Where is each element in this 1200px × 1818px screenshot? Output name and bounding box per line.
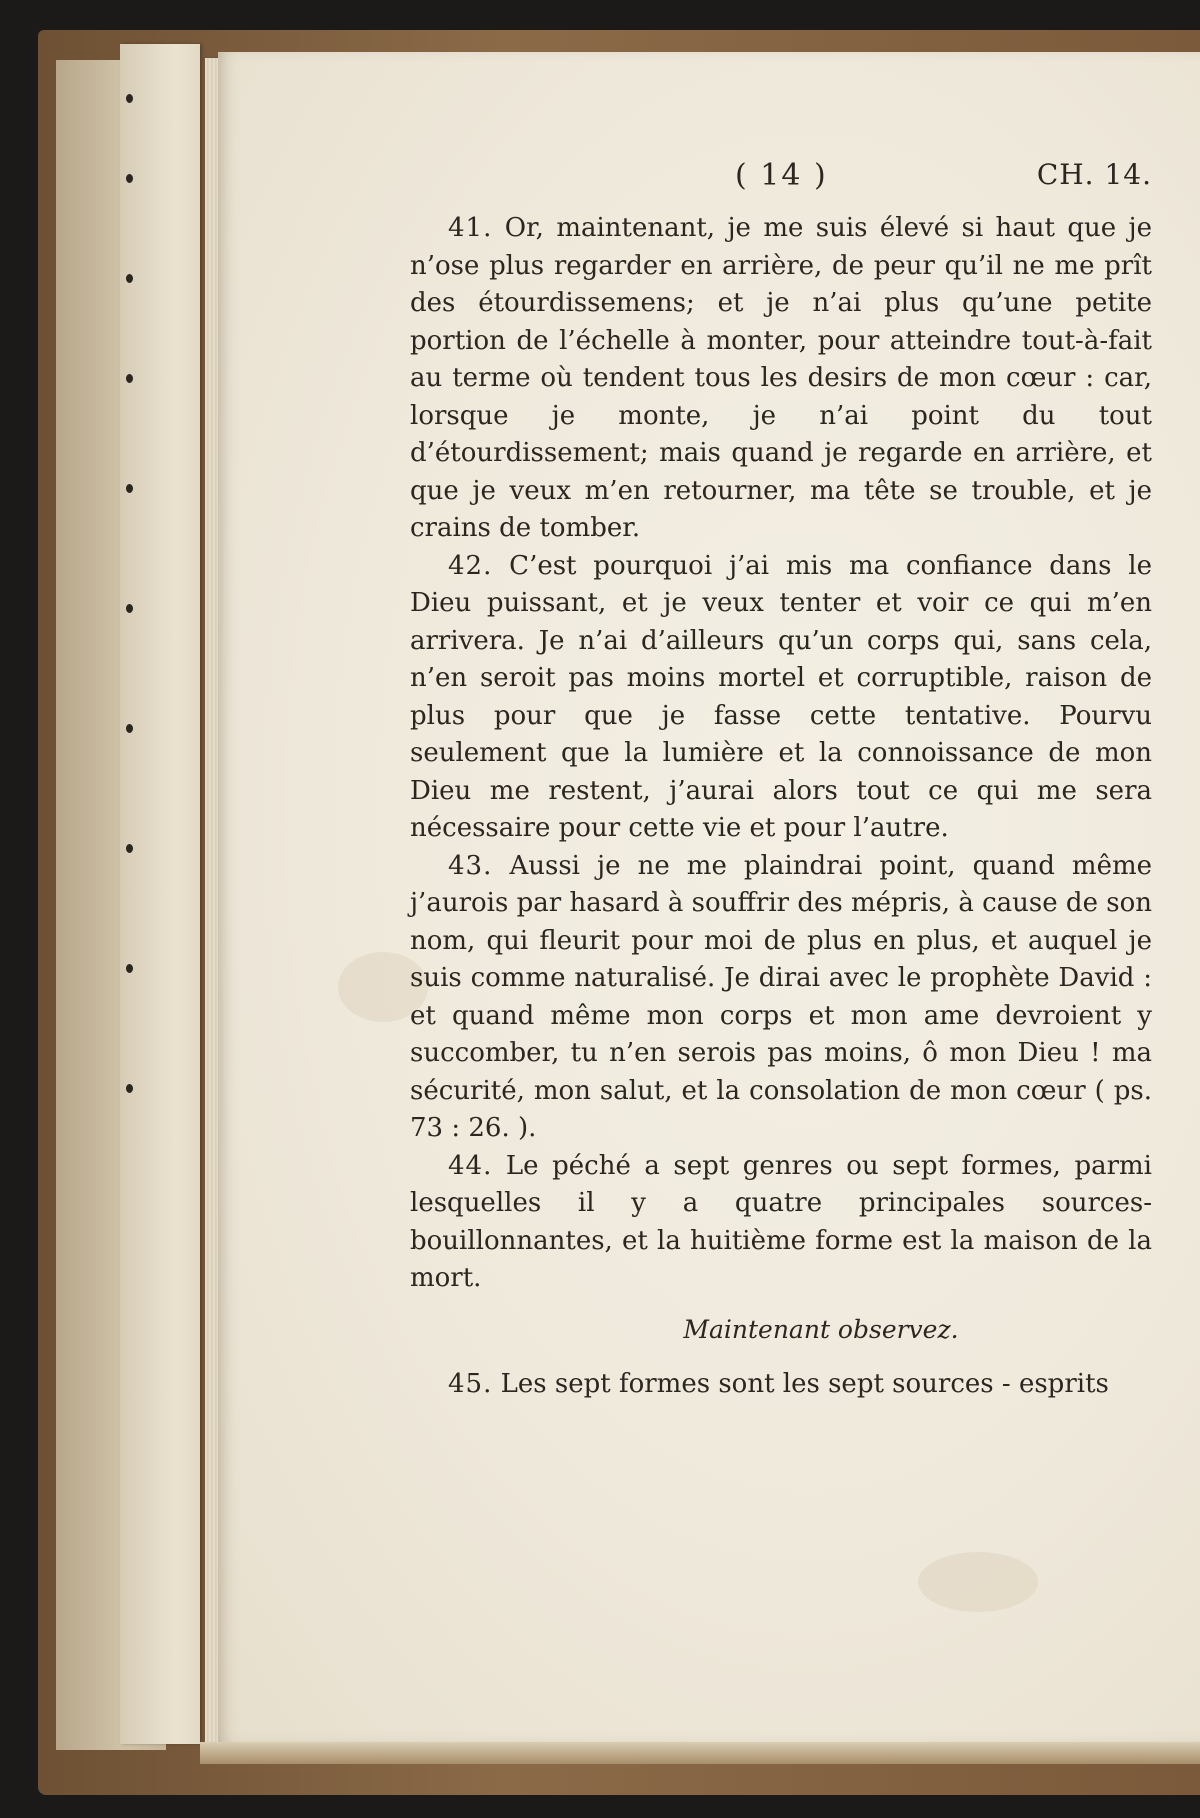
binding-stitch — [126, 964, 133, 973]
binding-stitch — [126, 604, 133, 613]
page-number: ( 14 ) — [735, 158, 828, 193]
binding-stitch — [126, 844, 133, 853]
binding-stitch — [126, 724, 133, 733]
running-head — [410, 158, 1152, 210]
bottom-page-edge — [200, 1742, 1200, 1764]
binding-stitch — [126, 484, 133, 493]
paragraph-number: 44. — [448, 1150, 493, 1181]
binding-stitch — [126, 274, 133, 283]
paragraph-44 — [410, 1148, 1152, 1298]
paragraph-number: 43. — [448, 850, 493, 881]
paragraph-text: Aussi je ne me plaindrai point, quand même j’aurois par hasard à souffrir des mépris, à cause de son nom, qui fleurit pour moi de plus en plus, et auquel je suis comme naturalisé. Je dirai avec le prophète David : et quand même mon corps et mon ame devroient y succomber, tu n’en serois pas moins, ô mon Dieu ! ma sécurité, mon salut, et la consolation de mon cœur ( ps. 73 : 26. ). — [410, 850, 1153, 1143]
paragraph-42 — [410, 548, 1152, 848]
page-text-block — [410, 158, 1152, 1403]
binding-stitch — [126, 94, 133, 103]
section-heading: Maintenant observez. — [683, 1314, 959, 1344]
binding-stitch — [126, 374, 133, 383]
paragraph-text: Or, maintenant, je me suis élevé si haut que je n’ose plus regarder en arrière, de peur qu’il ne me prît des étourdissemens; et je n’ai plus qu’une petite portion de l’échelle à monter, pour atteindre tout-à-fait au terme où tendent tous les desirs de mon cœur : car, lorsque je monte, je n’ai point du tout d’étourdissement; mais quand je regarde en arrière, et que je veux m’en retourner, ma tête se trouble, et je crains de tomber. — [410, 213, 1152, 543]
paragraph-text: Les sept formes sont les sept sources - esprits — [500, 1368, 1109, 1399]
flyleaf-edge — [120, 44, 200, 1744]
paragraph-41 — [410, 210, 1152, 548]
paragraph-text: Le péché a sept genres ou sept formes, parmi lesquelles il y a quatre principales sources-bouillonnantes, et la huitième forme est la maison de la mort. — [410, 1150, 1152, 1293]
paragraph-43 — [410, 848, 1152, 1148]
binding-stitch — [126, 1084, 133, 1093]
binding-stitch — [126, 174, 133, 183]
paragraph-45 — [410, 1366, 1152, 1404]
paragraph-number: 41. — [448, 213, 493, 243]
paragraph-number: 42. — [448, 550, 493, 581]
paragraph-text: C’est pourquoi j’ai mis ma confiance dans le Dieu puissant, et je veux tenter et voir ce qui m’en arrivera. Je n’ai d’ailleurs qu’un corps qui, sans cela, n’en seroit pas moins mortel et corruptible, raison de plus pour que je fasse cette tentative. Pourvu seulement que la lumière et la connoissance de mon Dieu me restent, j’aurai alors tout ce qui me sera nécessaire pour cette vie et pour l’autre. — [410, 550, 1153, 843]
chapter-reference: CH. 14. — [1036, 158, 1152, 191]
paper-stain — [918, 1552, 1038, 1612]
paragraph-number: 45. — [448, 1368, 493, 1399]
